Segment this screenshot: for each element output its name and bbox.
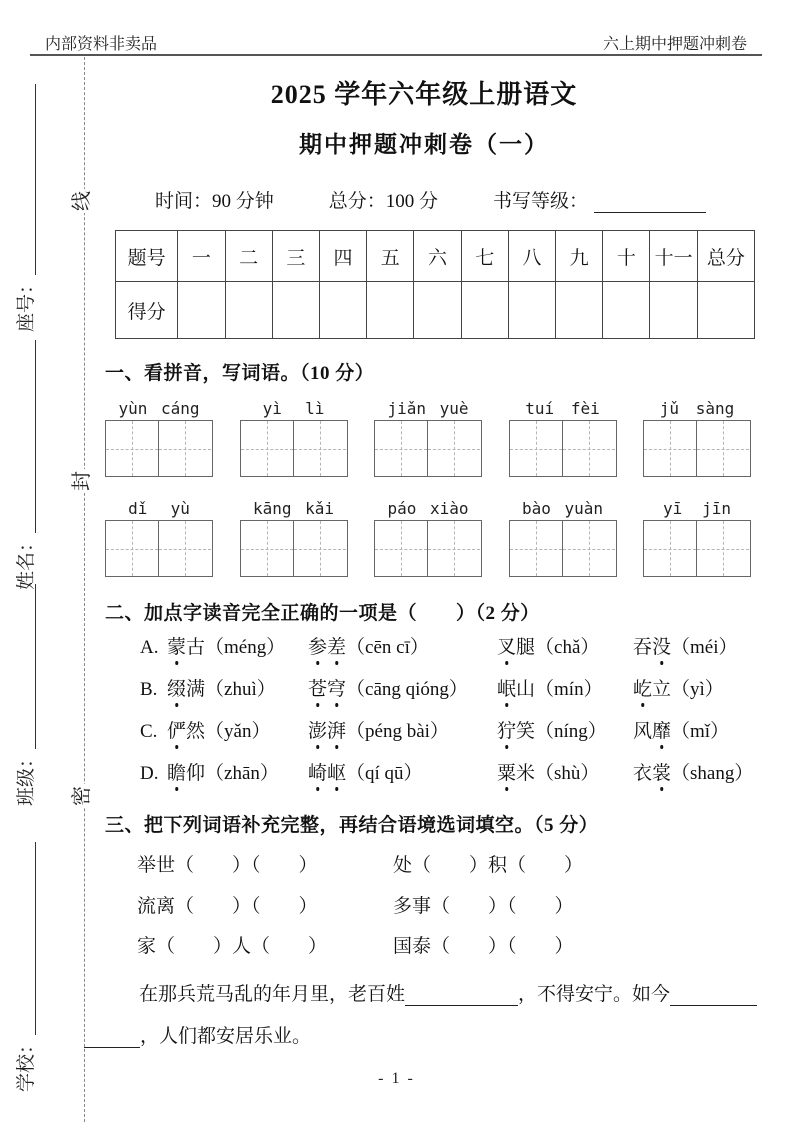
option-word-char: 仰 — [186, 763, 206, 784]
score-table-score-row — [116, 282, 755, 339]
margin-field-label: 姓名： — [16, 532, 37, 590]
option-pinyin: （shang） — [671, 763, 754, 784]
writing-grid-cell — [427, 521, 480, 576]
writing-grid-cell — [696, 521, 749, 576]
score-table-header-cell: 三 — [272, 231, 319, 282]
option-word-char: 衣 — [633, 763, 653, 784]
writing-grid-cell — [106, 521, 158, 576]
paragraph-text: 在那兵荒马乱的年月里，老百姓 — [139, 984, 406, 1005]
score-cell-empty — [508, 282, 555, 339]
option-row-B — [140, 679, 765, 701]
score-table-header-cell: 六 — [414, 231, 461, 282]
option-word-char: 湃 — [327, 721, 347, 742]
section2-heading: 二、加点字读音完全正确的一项是（ ）（2 分） — [105, 603, 540, 624]
option-item — [633, 763, 765, 785]
score-cell-empty — [178, 282, 225, 339]
pinyin-syllable: jiǎn — [387, 399, 427, 418]
option-pinyin: （mǐ） — [671, 721, 730, 742]
paragraph-text: ，人们都安居乐业。 — [140, 1026, 312, 1047]
character-writing-grid — [643, 420, 751, 477]
option-row-C — [140, 721, 765, 743]
option-item — [308, 637, 497, 659]
exam-info-line — [155, 186, 706, 213]
writing-grid-cell — [427, 421, 480, 476]
option-item — [167, 763, 308, 785]
score-cell-empty — [461, 282, 508, 339]
option-word-char: 参 — [308, 637, 328, 658]
section3-heading: 三、把下列词语补充完整，再结合语境选词填空。（5 分） — [105, 815, 599, 836]
writing-grid-cell — [644, 421, 696, 476]
handwriting-grade-label: 书写等级： — [493, 191, 589, 212]
pinyin-label — [105, 494, 213, 518]
word-completion-left: 流离（ ）（ ） — [137, 896, 318, 917]
writing-grid-cell — [644, 521, 696, 576]
score-cell-empty — [697, 282, 754, 339]
pinyin-grid-group — [643, 394, 751, 477]
header-rule — [30, 54, 762, 56]
score-table-header-cell: 四 — [319, 231, 366, 282]
character-writing-grid — [105, 520, 213, 577]
writing-grid-cell — [562, 421, 615, 476]
header-note-left: 内部资料非卖品 — [45, 36, 158, 53]
score-table-header-cell: 八 — [508, 231, 555, 282]
score-cell-empty — [367, 282, 414, 339]
option-pinyin: （qí qū） — [346, 763, 423, 784]
paragraph-text: ，不得安宁。如今 — [518, 984, 671, 1005]
option-word-char: 满 — [186, 679, 206, 700]
word-completion-left: 举世（ ）（ ） — [137, 855, 318, 876]
score-table-header-cell: 九 — [556, 231, 603, 282]
word-completion-right: 处（ ）积（ ） — [393, 855, 584, 876]
pinyin-label — [240, 394, 348, 418]
pinyin-grid-group — [643, 494, 751, 577]
option-item — [497, 763, 633, 785]
character-writing-grid — [240, 420, 348, 477]
option-item — [633, 679, 765, 701]
score-table-header-cell: 五 — [367, 231, 414, 282]
option-item — [308, 763, 497, 785]
option-item — [497, 637, 633, 659]
pinyin-syllable: tuí — [525, 399, 555, 418]
writing-grid-cell — [510, 421, 562, 476]
option-letter: B. — [140, 679, 158, 700]
margin-field-4 — [16, 842, 39, 1092]
margin-field-blank — [35, 584, 36, 749]
score-cell-empty — [556, 282, 603, 339]
option-item — [167, 679, 308, 701]
pinyin-label — [240, 494, 348, 518]
pinyin-label — [643, 494, 751, 518]
score-cell-empty — [225, 282, 272, 339]
margin-field-label: 座号： — [16, 274, 37, 332]
pinyin-grid-group — [374, 394, 482, 477]
margin-field-label: 班级： — [16, 748, 37, 806]
option-word-char: 米 — [516, 763, 536, 784]
character-writing-grid — [240, 520, 348, 577]
pinyin-label — [509, 494, 617, 518]
pinyin-syllable: yì — [262, 399, 282, 418]
option-row-D — [140, 763, 765, 785]
page-subtitle: 期中押题冲刺卷（一） — [299, 132, 549, 157]
pinyin-grid-group — [105, 494, 213, 577]
option-word-char: 笑 — [516, 721, 536, 742]
pinyin-syllable: sàng — [695, 399, 735, 418]
option-word-char: 没 — [652, 637, 672, 658]
option-word-char: 靡 — [652, 721, 672, 742]
option-pinyin: （méi） — [671, 637, 738, 658]
pinyin-syllable: kāng — [253, 499, 292, 518]
option-item — [167, 721, 308, 743]
option-pinyin: （zhān） — [205, 763, 279, 784]
option-word-char: 狞 — [497, 721, 517, 742]
option-pinyin: （mín） — [535, 679, 603, 700]
pinyin-grid-group — [374, 494, 482, 577]
writing-grid-cell — [158, 521, 211, 576]
margin-field-label: 学校： — [16, 1034, 37, 1092]
option-pinyin: （cēn cī） — [346, 637, 429, 658]
margin-field-blank — [35, 842, 36, 1035]
pinyin-syllable: yuàn — [564, 499, 603, 518]
option-word-char: 瞻 — [167, 763, 187, 784]
option-word-char: 叉 — [497, 637, 517, 658]
pinyin-syllable: yùn — [118, 399, 148, 418]
option-pinyin: （yǎn） — [205, 721, 271, 742]
fill-blank — [84, 1026, 140, 1048]
option-word-char: 立 — [652, 679, 672, 700]
writing-grid-cell — [106, 421, 158, 476]
option-word-char: 岷 — [497, 679, 517, 700]
pinyin-syllable: yī — [662, 499, 683, 518]
option-pinyin: （cāng qióng） — [346, 679, 468, 700]
pinyin-syllable: fèi — [570, 399, 600, 418]
score-table-header-cell: 总分 — [697, 231, 754, 282]
character-writing-grid — [509, 520, 617, 577]
writing-grid-cell — [241, 421, 293, 476]
pinyin-grid-group — [509, 394, 617, 477]
word-completion-left: 家（ ）人（ ） — [137, 936, 328, 957]
score-table-header-cell: 一 — [178, 231, 225, 282]
option-item — [308, 679, 497, 701]
option-word-char: 吞 — [633, 637, 653, 658]
score-table-header-cell: 十一 — [650, 231, 697, 282]
pinyin-grid-group — [240, 494, 348, 577]
context-paragraph-line2 — [84, 1021, 311, 1048]
option-word-char: 差 — [327, 637, 347, 658]
option-word-char: 穹 — [327, 679, 347, 700]
margin-field-blank — [35, 84, 36, 275]
option-pinyin: （péng bài） — [346, 721, 449, 742]
character-writing-grid — [374, 420, 482, 477]
option-row-A — [140, 637, 765, 659]
pinyin-syllable: cáng — [160, 399, 200, 418]
writing-grid-cell — [510, 521, 562, 576]
pinyin-syllable: lì — [305, 399, 325, 418]
option-word-char: 岖 — [327, 763, 347, 784]
score-table-header-row — [116, 231, 755, 282]
option-pinyin: （shù） — [535, 763, 600, 784]
option-item — [497, 721, 633, 743]
option-word-char: 澎 — [308, 721, 328, 742]
option-letter: C. — [140, 721, 158, 742]
writing-grid-cell — [293, 421, 346, 476]
margin-field-2 — [16, 340, 39, 590]
margin-field-3 — [16, 584, 39, 806]
option-item — [633, 721, 765, 743]
option-word-char: 崎 — [308, 763, 328, 784]
page-number: - 1 - — [378, 1070, 415, 1087]
header-note-right: 六上期中押题冲刺卷 — [602, 36, 747, 53]
margin-field-1 — [16, 84, 39, 332]
option-item — [633, 637, 765, 659]
pinyin-grid-row-2 — [105, 494, 751, 577]
score-cell-empty — [603, 282, 650, 339]
pinyin-syllable: yuè — [439, 399, 469, 418]
fill-blank — [670, 984, 757, 1006]
pinyin-label — [105, 394, 213, 418]
pinyin-syllable: jǔ — [659, 399, 679, 418]
option-pinyin: （yì） — [671, 679, 724, 700]
pinyin-grid-group — [240, 394, 348, 477]
time-limit: 时间：90 分钟 — [155, 191, 274, 212]
option-word-char: 屹 — [633, 679, 653, 700]
option-word-char: 腿 — [516, 637, 536, 658]
score-cell-empty — [414, 282, 461, 339]
writing-grid-cell — [293, 521, 346, 576]
score-cell-empty — [272, 282, 319, 339]
score-cell-empty — [650, 282, 697, 339]
option-pinyin: （chǎ） — [535, 637, 600, 658]
pinyin-syllable: jīn — [702, 499, 732, 518]
pinyin-syllable: páo — [387, 499, 417, 518]
fill-blank — [405, 984, 518, 1006]
option-pinyin: （níng） — [535, 721, 607, 742]
pinyin-syllable: kǎi — [305, 499, 334, 518]
total-score: 总分：100 分 — [328, 191, 439, 212]
option-item — [497, 679, 633, 701]
pinyin-label — [509, 394, 617, 418]
seal-dashed-line — [84, 57, 85, 1122]
word-completion-row — [137, 850, 737, 877]
word-completion-right: 多事（ ）（ ） — [393, 896, 574, 917]
option-word-char: 裳 — [652, 763, 672, 784]
option-word-char: 蒙 — [167, 637, 187, 658]
pinyin-syllable: xiào — [429, 499, 469, 518]
margin-field-blank — [35, 340, 36, 533]
option-pinyin: （zhuì） — [205, 679, 276, 700]
writing-grid-cell — [375, 421, 427, 476]
section1-heading: 一、看拼音，写词语。（10 分） — [105, 363, 375, 384]
character-writing-grid — [105, 420, 213, 477]
score-row-label: 得分 — [116, 282, 178, 339]
option-item — [308, 721, 497, 743]
handwriting-grade-blank — [594, 192, 706, 213]
option-item — [167, 637, 308, 659]
score-cell-empty — [319, 282, 366, 339]
option-word-char: 粟 — [497, 763, 517, 784]
score-table-header-cell: 七 — [461, 231, 508, 282]
page-title: 2025 学年六年级上册语文 — [270, 80, 578, 109]
option-letter: D. — [140, 763, 159, 784]
writing-grid-cell — [562, 521, 615, 576]
context-paragraph-line1 — [139, 979, 757, 1006]
pinyin-syllable: dǐ — [128, 499, 148, 518]
word-completion-right: 国泰（ ）（ ） — [393, 936, 574, 957]
option-word-char: 山 — [516, 679, 536, 700]
pinyin-syllable: bào — [522, 499, 551, 518]
word-completion-row — [137, 931, 737, 958]
pinyin-label — [374, 494, 482, 518]
score-table-header-cell: 十 — [603, 231, 650, 282]
score-table-header-cell: 题号 — [116, 231, 178, 282]
option-letter: A. — [140, 637, 159, 658]
pinyin-label — [643, 394, 751, 418]
writing-grid-cell — [696, 421, 749, 476]
writing-grid-cell — [241, 521, 293, 576]
score-table-header-cell: 二 — [225, 231, 272, 282]
option-word-char: 风 — [633, 721, 653, 742]
word-completion-row — [137, 891, 737, 918]
seal-char-3: 密 — [71, 786, 93, 806]
pinyin-grid-row-1 — [105, 394, 751, 477]
pinyin-grid-group — [105, 394, 213, 477]
pinyin-grid-group — [509, 494, 617, 577]
pinyin-label — [374, 394, 482, 418]
seal-char-1: 线 — [71, 191, 93, 211]
score-table — [115, 230, 755, 339]
writing-grid-cell — [158, 421, 211, 476]
character-writing-grid — [509, 420, 617, 477]
option-word-char: 然 — [186, 721, 206, 742]
character-writing-grid — [374, 520, 482, 577]
pinyin-syllable: yù — [170, 499, 190, 518]
character-writing-grid — [643, 520, 751, 577]
writing-grid-cell — [375, 521, 427, 576]
option-pinyin: （méng） — [205, 637, 286, 658]
option-word-char: 古 — [186, 637, 206, 658]
seal-char-2: 封 — [71, 471, 93, 491]
option-word-char: 俨 — [167, 721, 187, 742]
option-word-char: 苍 — [308, 679, 328, 700]
option-word-char: 缀 — [167, 679, 187, 700]
